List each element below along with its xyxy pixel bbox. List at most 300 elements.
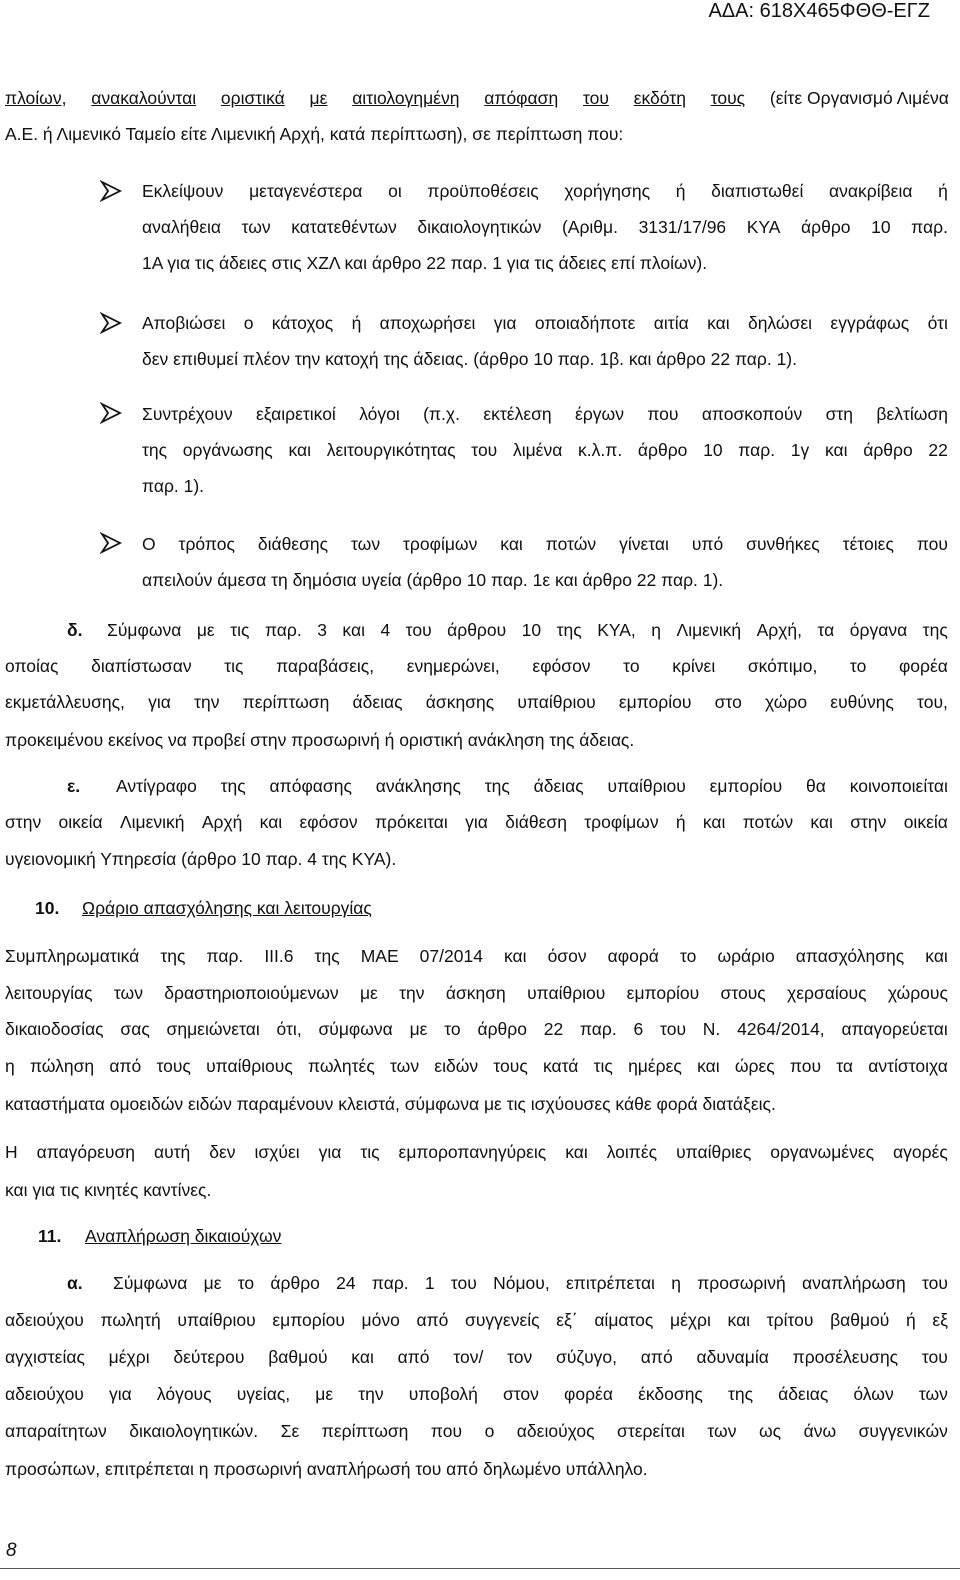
- word: εξ: [932, 1310, 948, 1330]
- footer-rule: [0, 1568, 960, 1569]
- word: 1: [424, 1273, 435, 1293]
- word: λόγους: [156, 1384, 212, 1404]
- word: 22: [543, 1019, 564, 1039]
- word: Αρχή: [201, 812, 243, 832]
- word: στη: [825, 404, 854, 424]
- word: Αντίγραφο: [116, 776, 197, 796]
- word: εξαιρετικοί: [255, 404, 336, 424]
- word: και: [565, 1142, 588, 1162]
- word: ΜΑΕ: [360, 946, 399, 966]
- word: 3: [317, 620, 327, 640]
- word: από: [640, 1347, 673, 1367]
- word: προσωρινή: [697, 1273, 786, 1293]
- section-11-line-6: προσώπων, επιτρέπεται η προσωρινή αναπλήρωσή του από δηλωμένο υπάλληλο.: [5, 1459, 648, 1479]
- word: ευθύνης: [830, 692, 894, 712]
- word: υπαίθριου: [517, 692, 596, 712]
- word: αναλήθεια: [142, 217, 222, 237]
- word: βελτίωση: [876, 404, 948, 424]
- word: παρ.: [738, 440, 776, 460]
- word: άρθρο: [801, 217, 851, 237]
- word: Αποβιώσει: [142, 313, 226, 333]
- word: προϋποθέσεις: [427, 181, 539, 201]
- arrow-bullet-icon: [100, 532, 122, 554]
- word: αίματος: [594, 1310, 654, 1330]
- word: κατά: [542, 1056, 579, 1076]
- word: οποιαδήποτε: [534, 313, 636, 333]
- word: τις: [224, 656, 244, 676]
- word: τροφίμων: [584, 812, 659, 832]
- word: και: [697, 1056, 720, 1076]
- word: 4: [380, 620, 391, 640]
- word: συγγενείς: [465, 1310, 540, 1330]
- word: τις: [360, 1142, 380, 1162]
- word: στους: [720, 983, 766, 1003]
- word: 10: [703, 440, 723, 460]
- word: όργανα: [849, 620, 908, 640]
- word: άδειας: [533, 776, 584, 796]
- word: 4264/2014,: [737, 1019, 825, 1039]
- section-11-line-3: [5, 1347, 948, 1368]
- word: 1γ: [790, 440, 810, 460]
- word: 6: [633, 1019, 644, 1039]
- section-11-line-4: [5, 1384, 948, 1405]
- word: θα: [806, 776, 826, 796]
- word: (π.χ.: [423, 404, 460, 424]
- word: χώρο: [765, 692, 808, 712]
- word: απαγόρευση: [36, 1142, 135, 1162]
- word: δεν: [209, 1142, 236, 1162]
- word: οι: [388, 181, 402, 201]
- word: άδειας: [778, 1384, 829, 1404]
- word: μέχρι: [108, 1347, 150, 1367]
- word: διαπιστωθεί: [711, 181, 804, 201]
- word: αντίστοιχα: [868, 1056, 948, 1076]
- word: δικαιοδοσίας: [5, 1019, 104, 1039]
- word: Σύμφωνα: [107, 620, 182, 640]
- word: το: [679, 946, 697, 966]
- item-d-line-4: προκειμένου εκείνος να προβεί στην προσωρινή ή οριστική ανάκληση της άδειας.: [5, 730, 635, 750]
- word: Ο: [142, 534, 156, 554]
- word: άδειας: [352, 692, 403, 712]
- word: τέτοιες: [842, 534, 894, 554]
- word: απόφαση: [484, 88, 559, 108]
- word: εμπορίου: [618, 692, 692, 712]
- word: για: [318, 1142, 342, 1162]
- word: τα: [817, 620, 835, 640]
- word: την: [358, 1384, 384, 1404]
- word: των: [707, 1421, 737, 1441]
- word: του: [660, 1019, 687, 1039]
- word: Συμπληρωματικά: [5, 946, 140, 966]
- word: πλοίων,: [5, 88, 67, 108]
- word: Σύμφωνα: [113, 1273, 188, 1293]
- word: με: [315, 1384, 334, 1404]
- word: της: [142, 440, 168, 460]
- bullet-1-line-2: [142, 217, 948, 238]
- word: εκμετάλλευσης,: [5, 692, 125, 712]
- word: τις: [593, 1056, 613, 1076]
- word: αυτή: [153, 1142, 191, 1162]
- intro-line-2: Α.Ε. ή Λιμενικό Ταμείο είτε Λιμενική Αρχή, κατά περίπτωση), σε περίπτωση που:: [5, 124, 624, 144]
- word: της: [220, 776, 246, 796]
- word: υγείας,: [236, 1384, 291, 1404]
- word: κ.λ.π.: [578, 440, 623, 460]
- word: του: [450, 1273, 477, 1293]
- word: Η: [5, 1142, 18, 1162]
- word: ανακρίβεια: [829, 181, 913, 201]
- word: υπό: [691, 534, 724, 554]
- word: ότι: [927, 313, 948, 333]
- word: απαγορεύεται: [841, 1019, 948, 1039]
- word: οποίας: [5, 656, 59, 676]
- word: ή: [675, 812, 686, 832]
- item-e-line-1: [116, 776, 948, 797]
- word: άρθρο: [477, 1019, 527, 1039]
- word: με: [196, 620, 215, 640]
- word: αδειούχος: [516, 1421, 595, 1441]
- word: Ν.: [702, 1019, 721, 1039]
- word: άρθρου: [447, 620, 507, 640]
- word: ισχύει: [254, 1142, 300, 1162]
- word: και: [503, 946, 527, 966]
- word: υπαίθριου: [527, 983, 606, 1003]
- word: όσον: [547, 946, 587, 966]
- word: ποτών: [742, 812, 794, 832]
- word: από: [109, 1056, 142, 1076]
- word: ΚΥΑ,: [597, 620, 636, 640]
- word: της: [922, 620, 948, 640]
- word: των: [390, 1056, 420, 1076]
- word: και: [351, 1347, 374, 1367]
- word: άσκηση: [445, 983, 506, 1003]
- word: άρθρο: [270, 1273, 320, 1293]
- word: εμπορίου: [709, 776, 783, 796]
- section-11-line-1: [113, 1273, 948, 1294]
- word: αδυναμία: [696, 1347, 769, 1367]
- page-number: 8: [6, 1540, 17, 1561]
- word: τον: [507, 1347, 533, 1367]
- word: την: [194, 692, 220, 712]
- word: φορέα: [564, 1384, 613, 1404]
- arrow-bullet-icon: [100, 180, 122, 202]
- arrow-bullet-icon: [100, 402, 122, 424]
- word: ώρες: [734, 1056, 775, 1076]
- word: οριστικά: [220, 88, 285, 108]
- word: ή: [938, 181, 948, 201]
- word: απασχόλησης: [795, 946, 905, 966]
- intro-line-1: [5, 88, 949, 109]
- word: που: [647, 404, 679, 424]
- word: από: [416, 1310, 449, 1330]
- word: όλων: [853, 1384, 894, 1404]
- word: βαθμού: [268, 1347, 328, 1367]
- word: ειδών: [434, 1056, 479, 1076]
- word: αγχιστείας: [5, 1347, 85, 1367]
- word: (Αριθμ.: [561, 217, 618, 237]
- word: το: [623, 656, 640, 676]
- word: δικαιολογητικών.: [129, 1421, 259, 1441]
- word: φορέα: [898, 656, 948, 676]
- word: της: [160, 946, 186, 966]
- word: προσέλευσης: [792, 1347, 899, 1367]
- section-10-p2-line-1: [5, 1142, 948, 1163]
- word: υποβολή: [408, 1384, 478, 1404]
- word: εφόσον: [299, 812, 358, 832]
- word: με: [359, 983, 378, 1003]
- word: έργων: [575, 404, 624, 424]
- word: μέχρι: [669, 1310, 711, 1330]
- word: συγγενικών: [858, 1421, 948, 1441]
- section-10-p1-line-2: [5, 983, 948, 1004]
- word: και: [342, 620, 365, 640]
- item-d-line-2: [5, 656, 948, 677]
- word: επιτρέπεται: [565, 1273, 655, 1293]
- word: το: [849, 656, 867, 676]
- word: έκδοσης: [638, 1384, 703, 1404]
- word: τον/: [453, 1347, 484, 1367]
- word: Εκλείψουν: [142, 181, 224, 201]
- word: οικεία: [903, 812, 948, 832]
- word: στον: [502, 1384, 539, 1404]
- arrow-bullet-icon: [100, 312, 122, 334]
- word: απαραίτητων: [5, 1421, 107, 1441]
- word: των: [351, 534, 381, 554]
- section-10-title: Ωράριο απασχόλησης και λειτουργίας: [82, 898, 372, 918]
- word: παρ.: [579, 1019, 617, 1039]
- word: την: [399, 983, 425, 1003]
- word: και: [925, 946, 948, 966]
- word: κατατεθέντων: [291, 217, 397, 237]
- word: ότι,: [276, 1019, 302, 1039]
- word: τροφίμων: [403, 534, 478, 554]
- word: μόνο: [361, 1310, 400, 1330]
- word: λειτουργίας: [5, 983, 93, 1003]
- bullet-3-line-1: [142, 404, 948, 425]
- word: εγγράφως: [830, 313, 910, 333]
- word: Σε: [280, 1421, 300, 1441]
- word: άνω: [803, 1421, 837, 1441]
- word: παρ.: [206, 946, 244, 966]
- word: εμπορίου: [272, 1310, 345, 1330]
- word: Λιμενική: [119, 812, 185, 832]
- word: ΚΥΑ: [746, 217, 781, 237]
- word: λοιπές: [606, 1142, 658, 1162]
- word: αποχωρήσει: [379, 313, 476, 333]
- word: αδειούχου: [5, 1384, 84, 1404]
- item-e-label: ε.: [67, 776, 81, 796]
- word: υπαίθριες: [676, 1142, 752, 1162]
- word: παραβάσεις,: [276, 656, 375, 676]
- bullet-1-line-3: 1Α για τις άδειες στις ΧΖΛ και άρθρο 22 παρ. 1 για τις άδειες επί πλοίων).: [142, 253, 708, 273]
- word: αιτιολογημένη: [352, 88, 460, 108]
- section-10-p1-line-1: [5, 946, 948, 967]
- word: και: [824, 440, 848, 460]
- word: ημέρες: [628, 1056, 682, 1076]
- word: στην: [850, 812, 887, 832]
- word: του: [405, 620, 432, 640]
- bullet-2-line-2: δεν επιθυμεί πλέον την κατοχή της άδειας. (άρθρο 10 παρ. 1β. και άρθρο 22 παρ. 1).: [142, 349, 797, 369]
- word: ωράριο: [717, 946, 775, 966]
- word: τους: [710, 88, 746, 108]
- word: άσκησης: [425, 692, 495, 712]
- word: σύζυγο,: [556, 1347, 618, 1367]
- word: εμπορίου: [626, 983, 700, 1003]
- word: για: [465, 812, 488, 832]
- section-10-p2-line-2: και για τις κινητές καντίνες.: [5, 1180, 212, 1200]
- word: εκτέλεση: [483, 404, 552, 424]
- word: που: [789, 1056, 822, 1076]
- word: ή: [351, 313, 362, 333]
- section-10-number: 10.: [35, 898, 60, 918]
- word: του,: [917, 692, 948, 712]
- item-e-line-3: υγειονομική Υπηρεσία (άρθρο 10 παρ. 4 της ΚΥΑ).: [5, 849, 397, 869]
- word: παρ.: [371, 1273, 409, 1293]
- section-11-a-label: α.: [67, 1273, 83, 1293]
- word: τους: [493, 1056, 528, 1076]
- word: που: [916, 534, 948, 554]
- word: η: [671, 1273, 681, 1293]
- word: λόγοι: [359, 404, 400, 424]
- word: από: [397, 1347, 430, 1367]
- section-10-p1-line-5: καταστήματα ομοειδών ειδών παραμένουν κλειστά, σύμφωνα με τις ισχύουσες κάθε φορά διατάξεις.: [5, 1094, 776, 1114]
- word: χορήγησης: [564, 181, 651, 201]
- word: μεταγενέστερα: [249, 181, 363, 201]
- word: και: [727, 1310, 751, 1330]
- word: (είτε Οργανισμό Λιμένα: [769, 88, 949, 108]
- word: σκόπιμο,: [747, 656, 818, 676]
- word: διάθεση: [505, 812, 567, 832]
- word: διαπίστωσαν: [91, 656, 192, 676]
- word: δηλώσει: [747, 313, 813, 333]
- word: με: [203, 1273, 222, 1293]
- word: 07/2014: [419, 946, 483, 966]
- word: με: [309, 88, 328, 108]
- item-d-label: δ.: [67, 620, 83, 640]
- bullet-2-line-1: [142, 313, 948, 334]
- word: λιμένα: [512, 440, 563, 460]
- word: η: [5, 1056, 15, 1076]
- word: σας: [120, 1019, 150, 1039]
- word: της: [727, 1384, 754, 1404]
- word: για: [108, 1384, 132, 1404]
- word: τους: [156, 1056, 191, 1076]
- word: για: [148, 692, 171, 712]
- word: αποσκοπούν: [701, 404, 803, 424]
- word: αγορές: [893, 1142, 948, 1162]
- word: οργάνωσης: [182, 440, 273, 460]
- word: εφόσον: [532, 656, 591, 676]
- word: αναπλήρωση: [802, 1273, 906, 1293]
- section-11-line-2: [5, 1310, 948, 1331]
- word: Αρχή,: [756, 620, 802, 640]
- word: λειτουργικότητας: [326, 440, 456, 460]
- word: των: [918, 1384, 948, 1404]
- word: και: [500, 534, 523, 554]
- bullet-1-line-1: [142, 181, 948, 202]
- word: των: [113, 983, 143, 1003]
- word: Νόμου,: [493, 1273, 550, 1293]
- word: απόφασης: [269, 776, 352, 796]
- word: περίπτωση: [321, 1421, 409, 1441]
- word: τις: [230, 620, 250, 640]
- word: ανάκλησης: [375, 776, 461, 796]
- section-11-title: Αναπλήρωση δικαιούχων: [85, 1226, 282, 1246]
- word: για: [493, 313, 517, 333]
- word: η: [651, 620, 662, 640]
- bullet-4-line-2: απειλούν άμεσα τη δημόσια υγεία (άρθρο 10 παρ. 1ε και άρθρο 22 παρ. 1).: [142, 570, 724, 590]
- ada-code: ΑΔΑ: 618Χ465ΦΘΘ-ΕΓΖ: [708, 0, 930, 22]
- word: εκδότη: [633, 88, 686, 108]
- word: υπαίθριου: [177, 1310, 256, 1330]
- word: ανακαλούνται: [91, 88, 197, 108]
- word: αδειούχου: [5, 1310, 84, 1330]
- word: βαθμού: [830, 1310, 890, 1330]
- word: κάτοχος: [271, 313, 334, 333]
- word: τρίτου: [766, 1310, 814, 1330]
- word: της: [484, 776, 510, 796]
- word: των: [241, 217, 271, 237]
- word: το: [444, 1019, 461, 1039]
- word: 10: [521, 620, 542, 640]
- word: στην: [5, 812, 42, 832]
- word: κοινοποιείται: [849, 776, 948, 796]
- word: αιτία: [653, 313, 689, 333]
- word: ή: [906, 1310, 916, 1330]
- word: 10: [871, 217, 891, 237]
- word: και: [707, 313, 730, 333]
- word: και: [810, 812, 833, 832]
- word: εμποροπανηγύρεις: [398, 1142, 547, 1162]
- word: 22: [928, 440, 948, 460]
- word: το: [237, 1273, 255, 1293]
- word: τρόπος: [178, 534, 235, 554]
- word: εξ΄: [556, 1310, 578, 1330]
- section-10-p1-line-3: [5, 1019, 948, 1040]
- word: χερσαίους: [787, 983, 867, 1003]
- word: χώρους: [887, 983, 948, 1003]
- word: ως: [758, 1421, 782, 1441]
- word: Συντρέχουν: [142, 404, 233, 424]
- word: παρ.: [264, 620, 302, 640]
- word: περίπτωση: [242, 692, 330, 712]
- item-d-line-1: [107, 620, 948, 641]
- word: οργανωμένες: [770, 1142, 875, 1162]
- word: πώληση: [29, 1056, 95, 1076]
- word: 24: [336, 1273, 356, 1293]
- word: τα: [836, 1056, 854, 1076]
- word: του: [921, 1347, 948, 1367]
- section-11-line-5: [5, 1421, 948, 1442]
- bullet-4-line-1: [142, 534, 948, 555]
- word: 3131/17/96: [638, 217, 727, 237]
- word: ο: [484, 1421, 495, 1441]
- word: ΙΙΙ.6: [264, 946, 294, 966]
- word: οικεία: [58, 812, 103, 832]
- word: ενημερώνει,: [406, 656, 500, 676]
- word: ή: [675, 181, 686, 201]
- item-e-line-2: [5, 812, 948, 833]
- word: της: [314, 946, 340, 966]
- section-11-number: 11.: [38, 1226, 62, 1246]
- word: και: [288, 440, 311, 460]
- word: παρ.: [911, 217, 948, 237]
- word: που: [430, 1421, 463, 1441]
- word: δραστηριοποιούμενων: [164, 983, 339, 1003]
- word: άρθρο: [863, 440, 913, 460]
- word: του: [471, 440, 498, 460]
- word: του: [921, 1273, 948, 1293]
- bullet-3-line-2: [142, 440, 948, 461]
